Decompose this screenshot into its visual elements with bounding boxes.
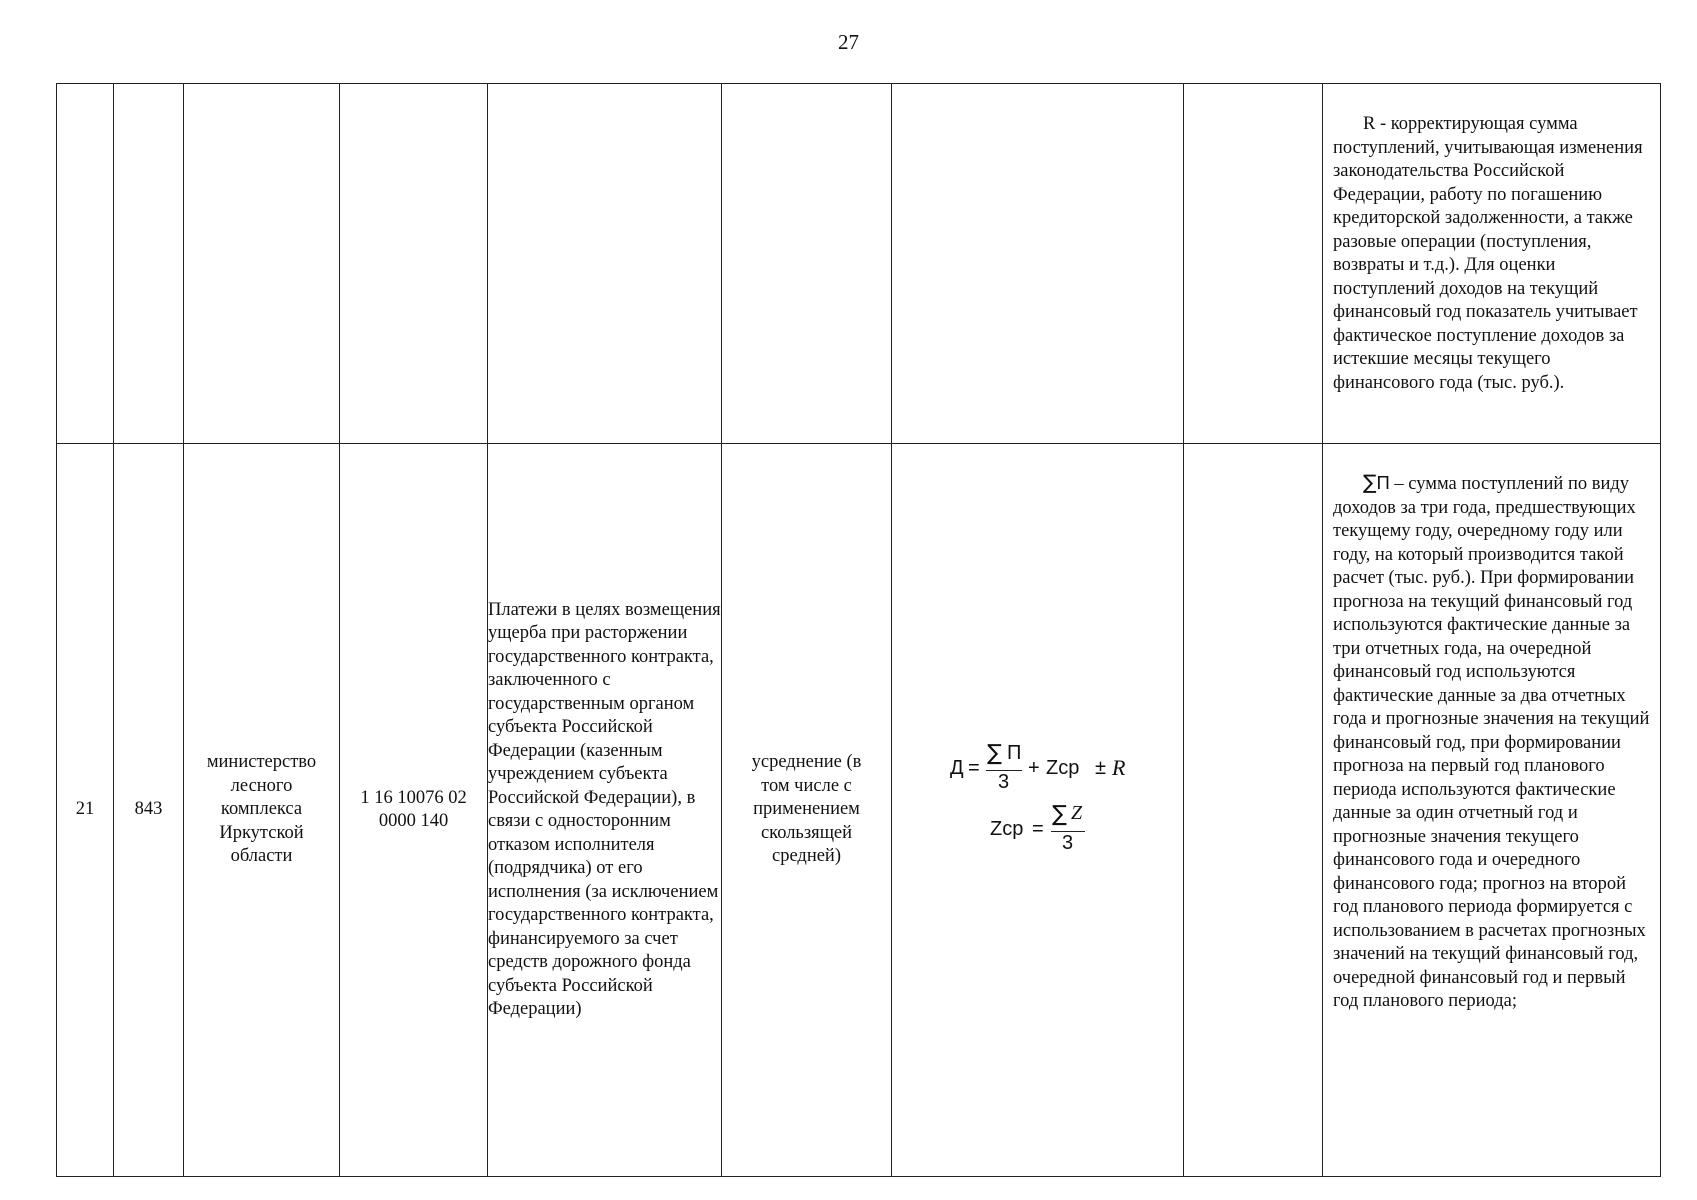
- method-cell: [722, 84, 892, 444]
- note-body: – сумма поступлений по виду доходов за три года, предшествующих текущему году, очередному году или году, на который производится такой расчет (тыс. руб.). При формировании прогноза на текущий финансовый год используются фактические данные за три отчетных года, на очередной финансовый год используются фактические данные за два отчетных года и прогнозные значения на текущий финансовый год, при формировании прогноза на первый год планового периода используются фактические данные за один отчетный год и прогнозные значения текущего финансового года и очередного финансового года; прогноз на второй год планового периода формируется с использованием в расчетах прогнозных значений на текущий финансовый год, очередной финансовый год и первый год планового периода;: [1333, 474, 1650, 1011]
- note-p-symbol: П: [1376, 472, 1390, 493]
- formula-plus: +: [1028, 757, 1040, 779]
- admin-code-cell: 843: [114, 444, 184, 1177]
- formula-plusminus: ±: [1095, 757, 1106, 779]
- formula-denominator-2: 3: [1062, 832, 1074, 854]
- kbk-cell: [340, 84, 488, 444]
- formula-equals-2: =: [1032, 818, 1044, 840]
- method-cell: усреднение (в том числе с применением скользящей средней): [722, 444, 892, 1177]
- description-cell: [488, 84, 722, 444]
- admin-code-cell: [114, 84, 184, 444]
- row-number-cell: [57, 84, 114, 444]
- forecast-formula: [892, 741, 1183, 870]
- formula-p: П: [1007, 742, 1022, 764]
- formula-cell: [892, 84, 1184, 444]
- note-text: [1333, 471, 1650, 1014]
- description-cell: Платежи в целях возмещения ущерба при расторжении государственного контракта, заключенного с государственным органом субъекта Российской Федерации (казенным учреждением субъекта Российской Федерации), в связи с односторонним отказом исполнителя (подрядчика) от его исполнения (за исключением государственного контракта, финансируемого за счет средств дорожного фонда субъекта Российской Федерации): [488, 444, 722, 1177]
- ministry-cell: министерство лесного комплекса Иркутской области: [184, 444, 340, 1177]
- formula-r: R: [1112, 755, 1126, 780]
- formula-cell: [892, 444, 1184, 1177]
- page-number: 27: [838, 30, 859, 54]
- table-row: [57, 444, 1661, 1177]
- note-text: R - корректирующая сумма поступлений, учитывающая изменения законодательства Российской Федерации, работу по погашению кредиторской задолженности, а также разовые операции (поступления, возвраты и т.д.). Для оценки поступлений доходов на текущий финансовый год показатель учитывает фактическое поступление доходов за истекшие месяцы текущего финансового года (тыс. руб.).: [1333, 114, 1643, 393]
- notes-cell: [1323, 444, 1661, 1177]
- notes-cell: [1323, 84, 1661, 444]
- formula-d: Д: [950, 757, 964, 779]
- revenue-methods-table: [56, 83, 1661, 1177]
- ministry-cell: [184, 84, 340, 444]
- sigma-symbol: ∑: [987, 741, 1002, 766]
- formula-equals: =: [968, 757, 980, 779]
- formula-zcp-2: Zcp: [990, 818, 1024, 840]
- kbk-cell: 1 16 10076 02 0000 140: [340, 444, 488, 1177]
- empty-cell: [1184, 84, 1323, 444]
- row-number-cell: 21: [57, 444, 114, 1177]
- empty-cell: [1184, 444, 1323, 1177]
- formula-denominator: 3: [998, 771, 1010, 793]
- table-row: [57, 84, 1661, 444]
- sigma-symbol: ∑: [1052, 802, 1067, 827]
- formula-zcp: Zcp: [1046, 757, 1080, 779]
- formula-z: Z: [1071, 802, 1083, 824]
- sigma-symbol: ∑: [1363, 470, 1377, 494]
